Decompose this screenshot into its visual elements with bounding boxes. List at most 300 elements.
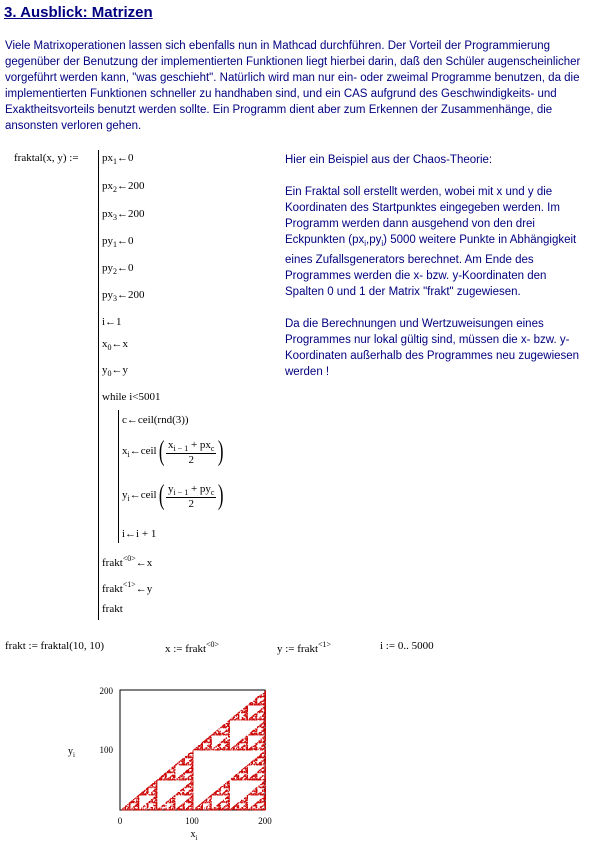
data-point <box>232 778 233 779</box>
data-point <box>229 737 230 738</box>
data-point <box>199 808 200 809</box>
data-point <box>222 802 223 803</box>
assign-y0: $y_0\leftarrow y$ <box>102 364 128 378</box>
data-point <box>136 802 137 803</box>
data-point <box>234 779 235 780</box>
data-point <box>224 808 225 809</box>
data-point <box>172 808 173 809</box>
data-point <box>158 779 159 780</box>
data-point <box>170 808 171 809</box>
data-point <box>259 718 260 719</box>
data-point <box>182 789 183 790</box>
data-point <box>235 779 236 780</box>
data-point <box>219 731 220 732</box>
data-point <box>247 797 248 798</box>
data-point <box>264 802 265 803</box>
data-point <box>187 756 188 757</box>
data-point <box>164 808 165 809</box>
data-point <box>262 704 263 705</box>
data-point <box>248 734 249 735</box>
data-point <box>255 714 256 715</box>
data-point <box>219 805 220 806</box>
data-point <box>265 725 266 726</box>
data-point <box>255 788 256 789</box>
data-point <box>262 768 263 769</box>
data-point <box>263 809 264 810</box>
data-point <box>127 804 128 805</box>
data-point <box>264 791 265 792</box>
data-point <box>262 776 263 777</box>
data-point <box>193 766 194 767</box>
data-point <box>264 731 265 732</box>
data-point <box>150 802 151 803</box>
data-point <box>179 778 180 779</box>
data-point <box>228 781 229 782</box>
data-point <box>134 807 135 808</box>
data-point <box>229 732 230 733</box>
data-point <box>229 731 230 732</box>
data-point <box>201 805 202 806</box>
data-point <box>216 791 217 792</box>
loop-x: $x_i\leftarrow ceil$( $\frac{x_{i - 1} + px_c}{2}$ ) <box>122 436 224 467</box>
data-point <box>190 793 191 794</box>
data-point <box>129 805 130 806</box>
data-point <box>215 809 216 810</box>
data-point <box>168 809 169 810</box>
data-point <box>207 738 208 739</box>
data-point <box>247 775 248 776</box>
data-point <box>256 716 257 717</box>
data-point <box>166 805 167 806</box>
data-point <box>265 694 266 695</box>
data-point <box>211 802 212 803</box>
data-point <box>161 808 162 809</box>
data-point <box>265 724 266 725</box>
data-point <box>152 791 153 792</box>
data-point <box>258 734 259 735</box>
data-point <box>190 799 191 800</box>
data-point <box>264 779 265 780</box>
data-point <box>211 746 212 747</box>
data-point <box>245 713 246 714</box>
data-point <box>184 793 185 794</box>
data-point <box>151 787 152 788</box>
data-point <box>260 772 261 773</box>
data-point <box>181 805 182 806</box>
data-point <box>256 806 257 807</box>
data-point <box>219 806 220 807</box>
data-point <box>176 764 177 765</box>
data-point <box>134 799 135 800</box>
data-point <box>245 710 246 711</box>
data-point <box>265 695 266 696</box>
data-point <box>204 749 205 750</box>
data-point <box>263 722 264 723</box>
description-para-3: Da die Berechnungen und Wertzuweisungen eines Programmes nur lokal gültig sind, müssen die x- bzw. y-Koordinaten außerhalb des Programmes neu zugewiesen werden ! <box>285 318 580 378</box>
data-point <box>224 802 225 803</box>
data-point <box>208 802 209 803</box>
data-point <box>156 792 157 793</box>
data-point <box>182 809 183 810</box>
data-point <box>192 802 193 803</box>
data-point <box>250 779 251 780</box>
data-point <box>193 793 194 794</box>
data-point <box>258 749 259 750</box>
data-point <box>264 776 265 777</box>
data-point <box>187 799 188 800</box>
data-point <box>263 793 264 794</box>
data-point <box>212 794 213 795</box>
data-point <box>244 802 245 803</box>
data-point <box>248 779 249 780</box>
data-point <box>245 741 246 742</box>
data-point <box>247 808 248 809</box>
data-point <box>172 797 173 798</box>
data-point <box>222 786 223 787</box>
data-point <box>155 787 156 788</box>
data-point <box>247 716 248 717</box>
data-point <box>174 765 175 766</box>
data-point <box>152 785 153 786</box>
data-point <box>264 778 265 779</box>
data-point <box>213 734 214 735</box>
data-point <box>193 761 194 762</box>
data-point <box>184 803 185 804</box>
data-point <box>140 794 141 795</box>
data-point <box>234 778 235 779</box>
data-point <box>174 767 175 768</box>
data-point <box>195 809 196 810</box>
data-point <box>242 742 243 743</box>
data-point <box>205 748 206 749</box>
data-point <box>135 806 136 807</box>
data-point <box>253 719 254 720</box>
data-point <box>255 731 256 732</box>
data-point <box>164 779 165 780</box>
data-point <box>255 759 256 760</box>
data-point <box>261 760 262 761</box>
data-point <box>182 760 183 761</box>
data-point <box>243 800 244 801</box>
data-point <box>264 744 265 745</box>
data-point <box>256 713 257 714</box>
data-point <box>240 778 241 779</box>
data-point <box>265 703 266 704</box>
data-point <box>226 737 227 738</box>
data-point <box>260 697 261 698</box>
data-point <box>222 741 223 742</box>
data-point <box>231 779 232 780</box>
data-point <box>224 749 225 750</box>
data-point <box>206 800 207 801</box>
data-point <box>179 808 180 809</box>
x-definition: x := frakt$^{<0>}$ <box>165 640 220 655</box>
data-point <box>156 806 157 807</box>
data-point <box>255 794 256 795</box>
data-point <box>171 779 172 780</box>
data-point <box>265 799 266 800</box>
data-point <box>225 794 226 795</box>
data-point <box>265 706 266 707</box>
data-point <box>192 799 193 800</box>
data-point <box>154 790 155 791</box>
data-point <box>242 778 243 779</box>
data-point <box>260 704 261 705</box>
data-point <box>265 728 266 729</box>
data-point <box>264 759 265 760</box>
data-point <box>263 786 264 787</box>
data-point <box>172 768 173 769</box>
data-point <box>261 724 262 725</box>
data-point <box>259 748 260 749</box>
data-point <box>189 776 190 777</box>
data-point <box>221 742 222 743</box>
data-point <box>206 749 207 750</box>
data-point <box>264 764 265 765</box>
data-point <box>232 719 233 720</box>
data-point <box>256 731 257 732</box>
data-point <box>244 745 245 746</box>
data-point <box>219 788 220 789</box>
data-point <box>245 778 246 779</box>
data-point <box>206 748 207 749</box>
data-point <box>193 775 194 776</box>
data-point <box>190 756 191 757</box>
data-point <box>156 802 157 803</box>
data-point <box>265 758 266 759</box>
data-point <box>193 797 194 798</box>
data-point <box>257 712 258 713</box>
data-point <box>243 802 244 803</box>
data-point <box>169 779 170 780</box>
data-point <box>190 775 191 776</box>
data-point <box>190 805 191 806</box>
data-point <box>252 717 253 718</box>
data-point <box>256 764 257 765</box>
data-point <box>261 741 262 742</box>
data-point <box>251 749 252 750</box>
data-point <box>192 764 193 765</box>
data-point <box>262 794 263 795</box>
data-point <box>265 796 266 797</box>
data-point <box>198 809 199 810</box>
data-point <box>205 802 206 803</box>
data-point <box>236 745 237 746</box>
data-point <box>195 749 196 750</box>
data-point <box>256 715 257 716</box>
data-point <box>183 789 184 790</box>
data-point <box>161 779 162 780</box>
data-point <box>228 793 229 794</box>
data-point <box>256 790 257 791</box>
data-point <box>193 751 194 752</box>
data-point <box>251 793 252 794</box>
data-point <box>243 742 244 743</box>
data-point <box>264 693 265 694</box>
program-block <box>0 0 300 630</box>
data-point <box>226 726 227 727</box>
data-point <box>263 742 264 743</box>
data-point <box>215 733 216 734</box>
data-point <box>224 727 225 728</box>
data-point <box>261 748 262 749</box>
data-point <box>261 756 262 757</box>
data-point <box>226 809 227 810</box>
data-point <box>235 719 236 720</box>
data-point <box>242 719 243 720</box>
data-point <box>256 733 257 734</box>
data-point <box>195 808 196 809</box>
data-point <box>252 791 253 792</box>
data-point <box>263 744 264 745</box>
data-point <box>235 749 236 750</box>
data-point <box>256 743 257 744</box>
data-point <box>256 794 257 795</box>
data-point <box>265 716 266 717</box>
data-point <box>237 773 238 774</box>
data-point <box>247 765 248 766</box>
data-point <box>219 744 220 745</box>
data-point <box>172 767 173 768</box>
data-point <box>248 794 249 795</box>
data-point <box>129 809 130 810</box>
data-point <box>265 767 266 768</box>
data-point <box>215 731 216 732</box>
data-point <box>253 730 254 731</box>
assign-frakt-col1: frakt$^{<1>}$←y <box>102 580 153 595</box>
data-point <box>263 753 264 754</box>
data-point <box>265 719 266 720</box>
data-point <box>255 699 256 700</box>
data-point <box>187 772 188 773</box>
data-point <box>237 777 238 778</box>
data-point <box>255 728 256 729</box>
data-point <box>133 801 134 802</box>
data-point <box>233 717 234 718</box>
data-point <box>238 779 239 780</box>
data-point <box>188 792 189 793</box>
data-point <box>134 809 135 810</box>
data-point <box>219 743 220 744</box>
data-point <box>161 809 162 810</box>
data-point <box>201 746 202 747</box>
data-point <box>197 748 198 749</box>
data-point <box>172 779 173 780</box>
data-point <box>163 805 164 806</box>
data-point <box>174 801 175 802</box>
data-point <box>253 734 254 735</box>
data-point <box>257 742 258 743</box>
data-point <box>149 802 150 803</box>
data-point <box>219 790 220 791</box>
data-point <box>190 790 191 791</box>
data-point <box>247 749 248 750</box>
data-point <box>224 747 225 748</box>
data-point <box>190 753 191 754</box>
data-point <box>264 733 265 734</box>
data-point <box>253 746 254 747</box>
data-point <box>229 803 230 804</box>
data-point <box>206 808 207 809</box>
data-point <box>260 754 261 755</box>
data-point <box>227 730 228 731</box>
data-point <box>243 746 244 747</box>
data-point <box>184 760 185 761</box>
data-point <box>261 763 262 764</box>
data-point <box>149 794 150 795</box>
data-point <box>253 701 254 702</box>
data-point <box>180 809 181 810</box>
data-point <box>262 711 263 712</box>
data-point <box>264 809 265 810</box>
data-point <box>253 776 254 777</box>
data-point <box>247 770 248 771</box>
assign-py3: $py_3\leftarrow 200$ <box>102 289 145 303</box>
data-point <box>186 764 187 765</box>
data-point <box>225 783 226 784</box>
data-point <box>180 790 181 791</box>
data-point <box>156 785 157 786</box>
data-point <box>219 794 220 795</box>
data-point <box>224 794 225 795</box>
data-point <box>191 759 192 760</box>
data-point <box>236 809 237 810</box>
data-point <box>262 791 263 792</box>
data-point <box>208 805 209 806</box>
data-point <box>138 796 139 797</box>
assign-x0: $x_0\leftarrow x$ <box>102 338 128 352</box>
data-point <box>210 736 211 737</box>
data-point <box>258 779 259 780</box>
data-point <box>191 797 192 798</box>
data-point <box>192 770 193 771</box>
data-point <box>251 718 252 719</box>
data-point <box>202 803 203 804</box>
i-range-definition: i := 0.. 5000 <box>380 640 434 652</box>
data-point <box>247 740 248 741</box>
data-point <box>264 746 265 747</box>
data-point <box>152 784 153 785</box>
data-point <box>253 715 254 716</box>
data-point <box>245 738 246 739</box>
data-point <box>247 805 248 806</box>
y-definition: y := frakt$^{<1>}$ <box>277 640 332 655</box>
data-point <box>263 726 264 727</box>
data-point <box>238 748 239 749</box>
data-point <box>161 778 162 779</box>
data-point <box>193 778 194 779</box>
data-point <box>129 803 130 804</box>
data-point <box>261 710 262 711</box>
data-point <box>186 802 187 803</box>
data-point <box>265 747 266 748</box>
data-point <box>174 779 175 780</box>
data-point <box>193 772 194 773</box>
data-point <box>255 791 256 792</box>
data-point <box>200 744 201 745</box>
data-point <box>220 803 221 804</box>
data-point <box>264 722 265 723</box>
data-point <box>258 786 259 787</box>
data-point <box>188 778 189 779</box>
data-point <box>265 781 266 782</box>
data-point <box>241 802 242 803</box>
data-point <box>265 734 266 735</box>
data-point <box>143 809 144 810</box>
data-point <box>187 793 188 794</box>
data-point <box>239 712 240 713</box>
data-point <box>263 696 264 697</box>
